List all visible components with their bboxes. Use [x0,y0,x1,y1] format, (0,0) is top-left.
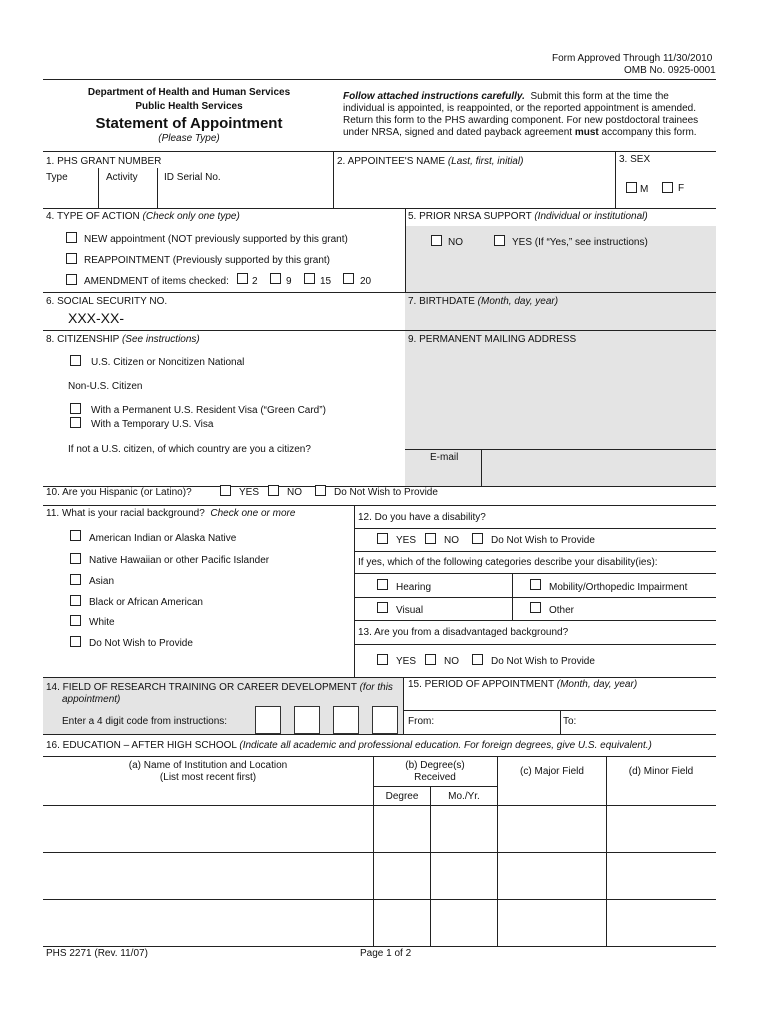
reappointment-checkbox[interactable] [66,253,77,264]
disability-visual-label: Visual [396,605,424,616]
country-question: If not a U.S. citizen, of which country are you a citizen? [68,444,311,455]
disability-no-label: NO [444,535,459,546]
disability-yes-checkbox[interactable] [377,533,388,544]
grant-serial-label: ID Serial No. [164,172,221,183]
disadvantaged-yes-checkbox[interactable] [377,654,388,665]
disability-hearing-label: Hearing [396,582,432,593]
disability-yes-label: YES [396,535,417,546]
period-to-field[interactable] [580,712,714,732]
hispanic-question: 10. Are you Hispanic (or Latino)? [46,487,192,498]
hispanic-no-checkbox[interactable] [268,485,279,496]
disability-other-label: Other [549,605,575,616]
race-american-indian-label: American Indian or Alaska Native [89,533,237,544]
prior-nrsa-label: 5. PRIOR NRSA SUPPORT (Individual or institutional) [408,211,648,222]
sex-f-checkbox[interactable] [662,182,673,193]
ssn-label: 6. SOCIAL SECURITY NO. [46,296,168,307]
reappointment-label: REAPPOINTMENT (Previously supported by this grant) [84,255,331,266]
race-black-label: Black or African American [89,597,203,608]
top-rule [43,79,716,80]
amend-item-20-checkbox[interactable] [343,273,354,284]
prior-nrsa-yes-label: YES (If “Yes,” see instructions) [512,237,648,248]
instructions-line-3: Return this form to the PHS awarding component. For new postdoctoral trainees [343,115,699,126]
temp-visa-label: With a Temporary U.S. Visa [91,419,214,430]
grant-type-field[interactable] [46,186,96,206]
new-appointment-checkbox[interactable] [66,232,77,243]
grant-type-label: Type [46,172,68,183]
grant-activity-label: Activity [106,172,138,183]
field-code-digit-3[interactable] [333,706,359,734]
hispanic-dnw-label: Do Not Wish to Provide [334,487,438,498]
ssn-value[interactable]: XXX-XX- [68,310,125,326]
page-title: Statement of Appointment [95,115,283,132]
amend-item-2-checkbox[interactable] [237,273,248,284]
field-code-label: Enter a 4 digit code from instructions: [62,716,228,727]
disadvantaged-dnw-label: Do Not Wish to Provide [491,656,595,667]
period-from-field[interactable] [436,712,558,732]
field-code-digit-4[interactable] [372,706,398,734]
department-name: Department of Health and Human Services [87,87,291,98]
race-dnw-label: Do Not Wish to Provide [89,638,193,649]
mailing-address-field[interactable] [408,348,713,448]
sex-f-label: F [678,183,685,194]
field-of-research-hint: appointment) [62,694,121,705]
disability-mobility-checkbox[interactable] [530,579,541,590]
race-asian-checkbox[interactable] [70,574,81,585]
amend-item-2-label: 2 [252,276,258,287]
green-card-checkbox[interactable] [70,403,81,414]
amend-item-15-checkbox[interactable] [304,273,315,284]
race-dnw-checkbox[interactable] [70,636,81,647]
field-of-research-label: 14. FIELD OF RESEARCH TRAINING OR CAREER DEVELOPMENT (for this [46,682,393,693]
amend-item-20-label: 20 [360,276,372,287]
race-white-label: White [89,617,115,628]
race-asian-label: Asian [89,576,115,587]
temp-visa-checkbox[interactable] [70,417,81,428]
page-subtitle: (Please Type) [158,133,220,144]
col-degrees-subheader: Received [414,772,456,783]
grant-serial-field[interactable] [159,186,331,206]
grant-number-label: 1. PHS GRANT NUMBER [46,156,162,167]
hispanic-dnw-checkbox[interactable] [315,485,326,496]
col-degree-subheader: Degree [385,791,419,802]
amend-item-9-label: 9 [286,276,292,287]
birthdate-field[interactable] [408,310,713,328]
race-black-checkbox[interactable] [70,595,81,606]
disadvantaged-no-checkbox[interactable] [425,654,436,665]
sex-m-checkbox[interactable] [626,182,637,193]
approval-line-1: Form Approved Through 11/30/2010 [552,53,713,64]
prior-nrsa-yes-checkbox[interactable] [494,235,505,246]
col-degrees-header: (b) Degree(s) [405,760,465,771]
race-question: 11. What is your racial background? Check one or more [46,508,296,519]
sex-m-label: M [640,184,649,195]
disability-hearing-checkbox[interactable] [377,579,388,590]
email-field[interactable] [483,451,713,484]
hispanic-no-label: NO [287,487,302,498]
period-label: 15. PERIOD OF APPOINTMENT (Month, day, year) [408,679,638,690]
col-moyr-subheader: Mo./Yr. [448,791,480,802]
col-institution-header: (a) Name of Institution and Location [128,760,288,771]
amendment-label: AMENDMENT of items checked: [84,276,229,287]
form-number: PHS 2271 (Rev. 11/07) [46,948,148,959]
birthdate-label: 7. BIRTHDATE (Month, day, year) [408,296,559,307]
education-label: 16. EDUCATION – AFTER HIGH SCHOOL (Indicate all academic and professional education. For foreign degrees, give U.S. equivalent.) [46,740,652,751]
education-row[interactable] [45,854,714,898]
citizenship-label: 8. CITIZENSHIP (See instructions) [46,334,200,345]
race-white-checkbox[interactable] [70,615,81,626]
disability-mobility-label: Mobility/Orthopedic Impairment [549,582,688,593]
hispanic-yes-checkbox[interactable] [220,485,231,496]
disadvantaged-question: 13. Are you from a disadvantaged background? [358,627,569,638]
disadvantaged-yes-label: YES [396,656,417,667]
disability-visual-checkbox[interactable] [377,602,388,613]
grant-activity-field[interactable] [100,186,155,206]
amend-item-9-checkbox[interactable] [270,273,281,284]
disability-dnw-checkbox[interactable] [472,533,483,544]
instructions-line-2: individual is appointed, is reappointed, or the reported appointment is amended. [343,103,697,114]
race-pacific-islander-checkbox[interactable] [70,553,81,564]
race-american-indian-checkbox[interactable] [70,530,81,541]
period-from-label: From: [408,716,435,727]
disadvantaged-dnw-checkbox[interactable] [472,654,483,665]
col-institution-subheader: (List most recent first) [159,772,257,783]
education-row[interactable] [45,807,714,851]
disability-other-checkbox[interactable] [530,602,541,613]
appointee-name-label: 2. APPOINTEE'S NAME (Last, first, initial) [337,156,524,167]
disability-question: 12. Do you have a disability? [358,512,486,523]
disability-no-checkbox[interactable] [425,533,436,544]
agency-name: Public Health Services [135,101,243,112]
field-code-digit-1[interactable] [255,706,281,734]
green-card-label: With a Permanent U.S. Resident Visa (“Green Card”) [91,405,326,416]
field-code-digit-2[interactable] [294,706,320,734]
email-label: E-mail [430,452,459,463]
approval-line-2: OMB No. 0925-0001 [624,65,716,76]
appointee-name-field[interactable] [337,172,612,206]
col-minor-header: (d) Minor Field [628,766,694,777]
instructions-line-4: under NRSA, signed and dated payback agreement must accompany this form. [343,127,697,138]
race-pacific-islander-label: Native Hawaiian or other Pacific Islander [89,555,270,566]
non-us-citizen-label: Non-U.S. Citizen [68,381,143,392]
amend-item-15-label: 15 [320,276,332,287]
mailing-address-label: 9. PERMANENT MAILING ADDRESS [408,334,577,345]
us-citizen-label: U.S. Citizen or Noncitizen National [91,357,245,368]
disability-dnw-label: Do Not Wish to Provide [491,535,595,546]
prior-nrsa-no-checkbox[interactable] [431,235,442,246]
instructions-line-1: Follow attached instructions carefully. Submit this form at the time the [343,91,669,102]
hispanic-yes-label: YES [239,487,260,498]
page-number: Page 1 of 2 [360,948,412,959]
col-major-header: (c) Major Field [520,766,584,777]
new-appointment-label: NEW appointment (NOT previously supported by this grant) [84,234,348,245]
prior-nrsa-no-label: NO [448,237,463,248]
sex-label: 3. SEX [619,154,651,165]
amendment-checkbox[interactable] [66,274,77,285]
type-of-action-label: 4. TYPE OF ACTION (Check only one type) [46,211,240,222]
period-to-label: To: [563,716,577,727]
us-citizen-checkbox[interactable] [70,355,81,366]
education-row[interactable] [45,901,714,945]
disadvantaged-no-label: NO [444,656,459,667]
disability-followup: If yes, which of the following categories describe your disability(ies): [358,557,658,568]
